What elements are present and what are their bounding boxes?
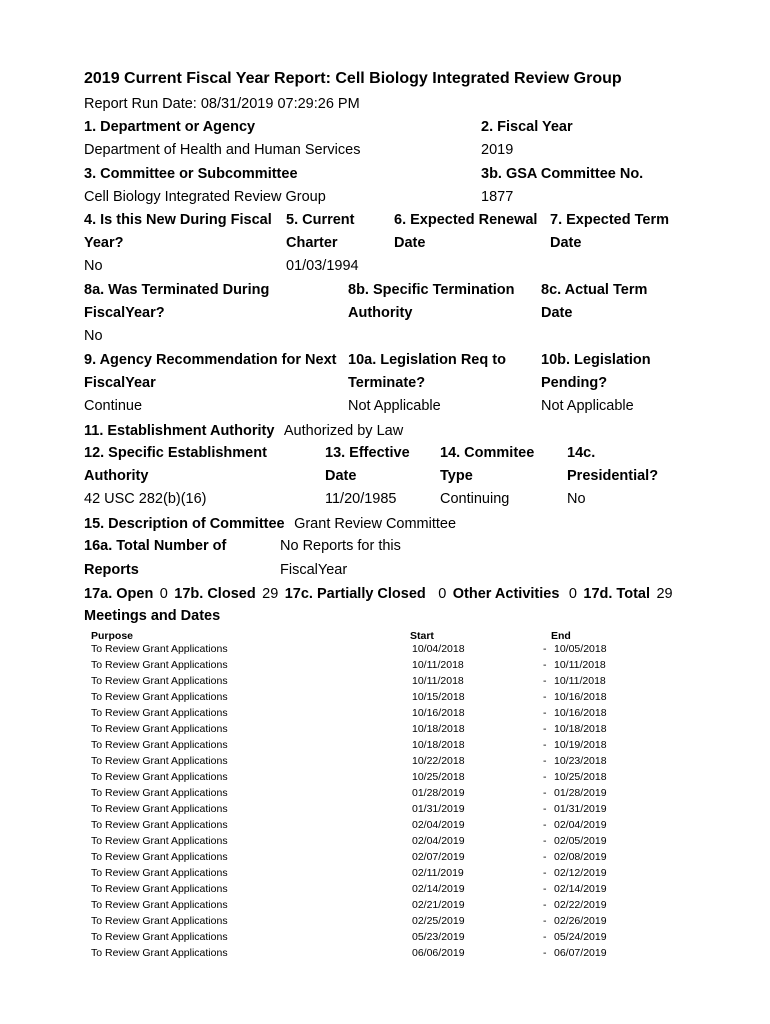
open-value: 0 [159,586,168,602]
meeting-purpose: To Review Grant Applications [91,915,228,927]
end-header: End [551,630,571,642]
table-row [0,803,770,819]
specific-establishment-label: 12. Specific Establishment [84,445,267,461]
partially-closed-value: 0 [438,586,447,602]
effective-date-label: 13. Effective [325,445,410,461]
meeting-purpose: To Review Grant Applications [91,819,228,831]
table-row [0,899,770,915]
table-row [0,883,770,899]
meeting-start: 05/23/2019 [412,931,465,943]
meeting-start: 10/11/2018 [412,675,464,687]
committee-description-value: Grant Review Committee [294,516,457,532]
meeting-end: 10/19/2018 [554,739,607,751]
purpose-header: Purpose [91,630,134,642]
committee-type-value: Continuing [440,491,510,507]
gsa-committee-no-label: 3b. GSA Committee No. [481,166,644,182]
expected-term-label: 7. Expected Term [550,212,670,228]
meeting-end: 02/08/2019 [554,851,607,863]
meeting-dash: - [543,915,547,927]
partially-closed-label: 17c. Partially Closed [284,586,426,602]
meeting-start: 01/31/2019 [412,803,465,815]
meeting-dash: - [543,867,547,879]
table-row [0,723,770,739]
table-row [0,867,770,883]
meeting-end: 10/18/2018 [554,723,607,735]
meeting-start: 02/11/2019 [412,867,464,879]
table-row [0,675,770,691]
meeting-end: 01/31/2019 [554,803,607,815]
current-charter-label: 5. Current [286,212,355,228]
department-label: 1. Department or Agency [84,119,256,135]
current-charter-label-2: Charter [286,235,338,251]
closed-value: 29 [262,586,279,602]
start-header: Start [410,630,434,642]
agency-recommendation-label-2: FiscalYear [84,375,156,391]
establishment-authority-label: 11. Establishment Authority [84,423,275,439]
fiscal-year-value: 2019 [481,142,514,158]
committee-description-row [84,515,456,533]
legislation-req-value: Not Applicable [348,398,441,414]
meeting-purpose: To Review Grant Applications [91,675,228,687]
total-reports-label: 16a. Total Number of [84,538,227,554]
new-during-fiscal-label: 4. Is this New During Fiscal [84,212,272,228]
meeting-purpose: To Review Grant Applications [91,835,228,847]
meeting-dash: - [543,899,547,911]
meeting-dash: - [543,787,547,799]
meeting-dash: - [543,803,547,815]
meeting-dash: - [543,691,547,703]
table-row [0,659,770,675]
meeting-dash: - [543,739,547,751]
meeting-purpose: To Review Grant Applications [91,883,228,895]
total-reports-label-2: Reports [84,562,139,578]
meeting-start: 10/16/2018 [412,707,465,719]
effective-date-label-2: Date [325,468,357,484]
agency-recommendation-label: 9. Agency Recommendation for Next [84,352,337,368]
meeting-start: 10/15/2018 [412,691,465,703]
meeting-start: 02/21/2019 [412,899,465,911]
meeting-dash: - [543,851,547,863]
presidential-label: 14c. [567,445,596,461]
legislation-req-label: 10a. Legislation Req to [348,352,506,368]
expected-renewal-label-2: Date [394,235,426,251]
fiscal-year-label: 2. Fiscal Year [481,119,573,135]
specific-establishment-value: 42 USC 282(b)(16) [84,491,207,507]
meeting-dash: - [543,659,547,671]
table-row [0,931,770,947]
meeting-purpose: To Review Grant Applications [91,691,228,703]
meeting-dash: - [543,675,547,687]
meeting-purpose: To Review Grant Applications [91,803,228,815]
meeting-purpose: To Review Grant Applications [91,739,228,751]
table-row [0,707,770,723]
table-row [0,739,770,755]
committee-description-label: 15. Description of Committee [84,516,285,532]
meeting-start: 02/14/2019 [412,883,465,895]
expected-term-label-2: Date [550,235,582,251]
department-value: Department of Health and Human Services [84,142,361,158]
meeting-dash: - [543,643,547,655]
new-during-fiscal-value: No [84,258,103,274]
meeting-dash: - [543,819,547,831]
open-label: 17a. Open [84,586,154,602]
meeting-end: 10/23/2018 [554,755,607,767]
meeting-purpose: To Review Grant Applications [91,947,228,959]
meeting-dash: - [543,707,547,719]
table-row [0,947,770,963]
committee-type-label-2: Type [440,468,473,484]
presidential-label-2: Presidential? [567,468,659,484]
meeting-purpose: To Review Grant Applications [91,899,228,911]
effective-date-value: 11/20/1985 [325,491,397,507]
meeting-end: 02/14/2019 [554,883,607,895]
meeting-start: 02/04/2019 [412,835,465,847]
meeting-dash: - [543,723,547,735]
other-activities-label: Other Activities [452,586,560,602]
meeting-end: 05/24/2019 [554,931,607,943]
table-row [0,643,770,659]
meeting-end: 10/11/2018 [554,659,606,671]
meeting-dash: - [543,835,547,847]
total-reports-value-2: FiscalYear [280,562,348,578]
table-row [0,691,770,707]
meeting-purpose: To Review Grant Applications [91,755,228,767]
meeting-dash: - [543,947,547,959]
legislation-pending-label-2: Pending? [541,375,608,391]
total-label: 17d. Total [583,586,650,602]
meeting-start: 10/11/2018 [412,659,464,671]
was-terminated-value: No [84,328,103,344]
new-during-fiscal-label-2: Year? [84,235,124,251]
table-row [0,787,770,803]
committee-type-label: 14. Commitee [440,445,535,461]
meeting-purpose: To Review Grant Applications [91,771,228,783]
legislation-req-label-2: Terminate? [348,375,426,391]
meeting-dash: - [543,883,547,895]
meeting-purpose: To Review Grant Applications [91,851,228,863]
table-row [0,835,770,851]
committee-value: Cell Biology Integrated Review Group [84,189,326,205]
actual-term-label: 8c. Actual Term [541,282,648,298]
meeting-dash: - [543,931,547,943]
termination-authority-label: 8b. Specific Termination [348,282,515,298]
table-row [0,755,770,771]
meeting-start: 10/25/2018 [412,771,465,783]
meeting-end: 02/05/2019 [554,835,607,847]
legislation-pending-label: 10b. Legislation [541,352,651,368]
meeting-start: 10/04/2018 [412,643,465,655]
meeting-end: 02/12/2019 [554,867,607,879]
presidential-value: No [567,491,586,507]
meeting-end: 10/25/2018 [554,771,607,783]
meeting-end: 10/16/2018 [554,691,607,703]
actual-term-label-2: Date [541,305,573,321]
meeting-start: 02/25/2019 [412,915,465,927]
meeting-start: 02/04/2019 [412,819,465,831]
specific-establishment-label-2: Authority [84,468,149,484]
establishment-authority-value: Authorized by Law [283,423,404,439]
total-value: 29 [656,586,673,602]
meeting-dash: - [543,755,547,767]
table-row [0,851,770,867]
total-reports-value: No Reports for this [280,538,401,554]
meeting-start: 10/22/2018 [412,755,465,767]
gsa-committee-no-value: 1877 [481,189,514,205]
termination-authority-label-2: Authority [348,305,413,321]
meeting-start: 10/18/2018 [412,739,465,751]
meeting-end: 10/05/2018 [554,643,607,655]
meeting-purpose: To Review Grant Applications [91,643,228,655]
meeting-counts-row [84,585,673,603]
meetings-title: Meetings and Dates [84,608,221,624]
current-charter-value: 01/03/1994 [286,258,359,274]
meeting-start: 10/18/2018 [412,723,465,735]
meeting-end: 01/28/2019 [554,787,607,799]
expected-renewal-label: 6. Expected Renewal [394,212,538,228]
meeting-end: 10/16/2018 [554,707,607,719]
meeting-purpose: To Review Grant Applications [91,659,228,671]
meetings-table [0,643,770,963]
report-run-date: Report Run Date: 08/31/2019 07:29:26 PM [84,96,360,112]
meeting-start: 06/06/2019 [412,947,465,959]
meeting-purpose: To Review Grant Applications [91,931,228,943]
meeting-end: 06/07/2019 [554,947,607,959]
meeting-purpose: To Review Grant Applications [91,707,228,719]
meeting-purpose: To Review Grant Applications [91,723,228,735]
meeting-start: 02/07/2019 [412,851,465,863]
table-row [0,915,770,931]
meeting-end: 02/04/2019 [554,819,607,831]
agency-recommendation-value: Continue [84,398,143,414]
table-row [0,819,770,835]
committee-label: 3. Committee or Subcommittee [84,166,298,182]
was-terminated-label-2: FiscalYear? [84,305,165,321]
other-activities-value: 0 [568,586,577,602]
meeting-purpose: To Review Grant Applications [91,867,228,879]
table-row [0,771,770,787]
meeting-start: 01/28/2019 [412,787,465,799]
meeting-end: 02/26/2019 [554,915,607,927]
meeting-dash: - [543,771,547,783]
meeting-end: 10/11/2018 [554,675,606,687]
was-terminated-label: 8a. Was Terminated During [84,282,270,298]
legislation-pending-value: Not Applicable [541,398,634,414]
meeting-end: 02/22/2019 [554,899,607,911]
meeting-purpose: To Review Grant Applications [91,787,228,799]
establishment-authority-row [84,422,403,440]
report-title: 2019 Current Fiscal Year Report: Cell Biology Integrated Review Group [84,70,622,87]
closed-label: 17b. Closed [174,586,256,602]
